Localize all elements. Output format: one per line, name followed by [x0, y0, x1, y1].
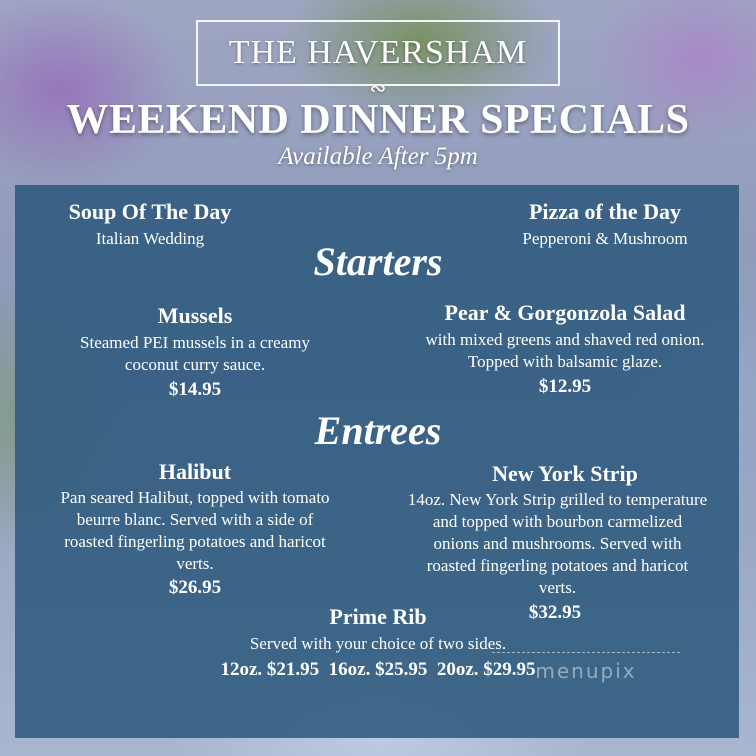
strip-price: $32.95 — [528, 602, 582, 623]
prime-rib-desc: Served with your choice of two sides. — [249, 634, 507, 653]
prime-rib-prices: 12oz. $21.95 16oz. $25.95 20oz. $29.95 — [220, 659, 536, 680]
prime-rib-name: Prime Rib — [329, 604, 427, 629]
halibut-price: $26.95 — [168, 577, 222, 598]
entrees-heading: Entrees — [314, 408, 442, 453]
pizza-name: Pizza of the Day — [528, 199, 682, 224]
starters-heading: Starters — [313, 239, 443, 284]
pizza-desc: Pepperoni & Mushroom — [522, 229, 688, 248]
menu-subtitle: Available After 5pm — [278, 143, 478, 170]
mussels-name: Mussels — [157, 303, 233, 328]
salad-name: Pear & Gorgonzola Salad — [444, 300, 686, 325]
flourish-ornament-icon: ∾ — [369, 76, 387, 100]
halibut-name: Halibut — [158, 459, 232, 484]
watermark: menupix — [492, 652, 680, 692]
soup-name: Soup Of The Day — [68, 199, 232, 224]
brand-name: THE HAVERSHAM — [228, 34, 528, 71]
strip-name: New York Strip — [492, 461, 638, 486]
strip-desc: 14oz. New York Strip grilled to temperature and topped with bourbon carmelized onions and mushrooms. Served with roasted fingerling potatoes and haricot verts. — [407, 490, 708, 597]
salad-price: $12.95 — [538, 376, 592, 397]
halibut-desc: Pan seared Halibut, topped with tomato beurre blanc. Served with a side of roasted fingerling potatoes and haricot verts. — [60, 488, 330, 573]
soup-desc: Italian Wedding — [95, 229, 205, 248]
mussels-price: $14.95 — [168, 379, 222, 400]
mussels-desc: Steamed PEI mussels in a creamy coconut curry sauce. — [80, 333, 310, 374]
menu-title: WEEKEND DINNER SPECIALS — [66, 97, 690, 143]
salad-desc: with mixed greens and shaved red onion. Topped with balsamic glaze. — [425, 330, 705, 371]
